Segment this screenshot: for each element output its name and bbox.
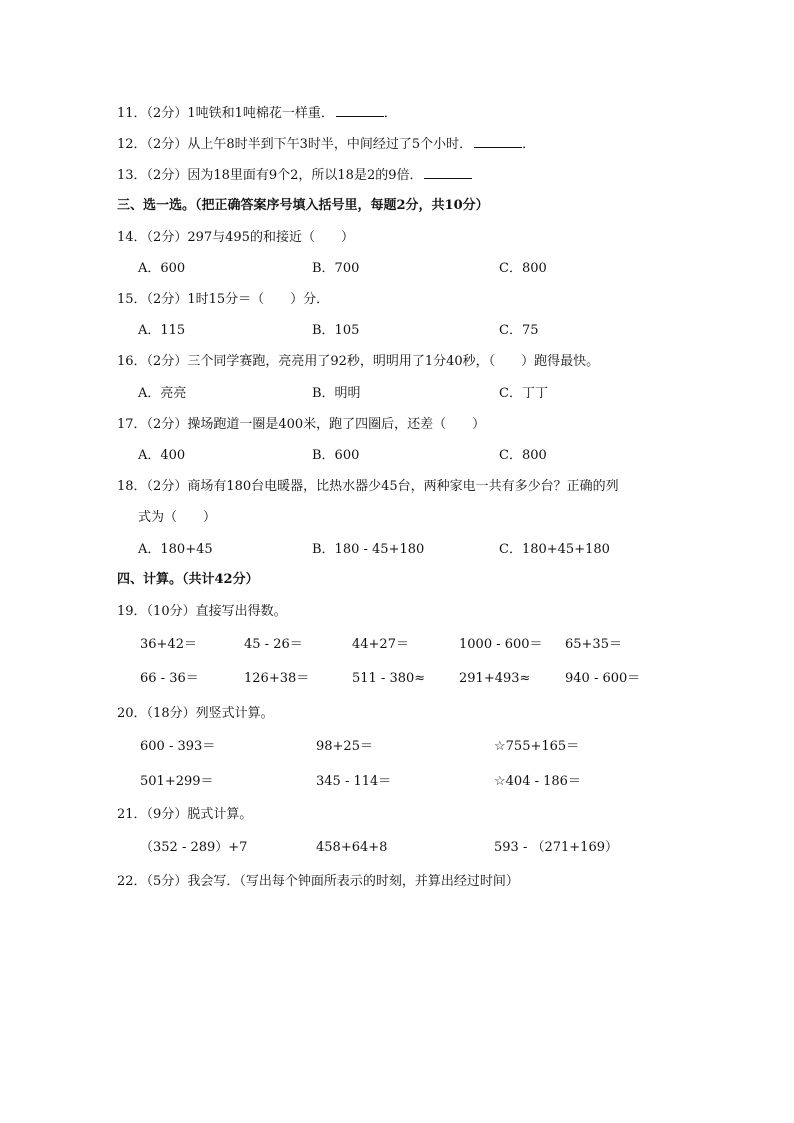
section-heading-calculation: 四、计算。（共计42分） bbox=[117, 572, 259, 587]
expression: ☆755+165＝ bbox=[494, 739, 580, 754]
question-text: 11．（2分）1吨铁和1吨棉花一样重． bbox=[117, 106, 334, 121]
expression: 98+25＝ bbox=[316, 739, 373, 754]
option-b[interactable]: B．105 bbox=[312, 323, 360, 338]
option-b[interactable]: B．明明 bbox=[312, 386, 361, 401]
option-a[interactable]: A．400 bbox=[138, 448, 186, 463]
expression: 501+299＝ bbox=[140, 774, 214, 789]
question-18: 18．（2分）商场有180台电暖器，比热水器少45台，两种家电一共有多少台？正确的列 bbox=[117, 479, 619, 494]
section-heading-choice: 三、选一选。（把正确答案序号填入括号里，每题2分，共10分） bbox=[117, 198, 489, 213]
expression: ☆404 - 186＝ bbox=[494, 774, 581, 789]
question-12 bbox=[117, 135, 535, 154]
option-c[interactable]: C．180+45+180 bbox=[499, 542, 610, 557]
question-16: 16．（2分）三个同学赛跑，亮亮用了92秒，明明用了1分40秒，（ ）跑得最快。 bbox=[117, 354, 600, 369]
question-20: 20．（18分）列竖式计算。 bbox=[117, 706, 274, 721]
expression: 940 - 600＝ bbox=[565, 671, 641, 686]
option-c[interactable]: C．75 bbox=[499, 323, 539, 338]
question-21: 21．（9分）脱式计算。 bbox=[117, 807, 253, 822]
question-tail: ． bbox=[383, 106, 397, 121]
question-13 bbox=[117, 166, 472, 185]
expression: 45 - 26＝ bbox=[244, 637, 303, 652]
expression: 36+42＝ bbox=[140, 637, 197, 652]
question-tail: ． bbox=[522, 137, 536, 152]
expression: 600 - 393＝ bbox=[140, 739, 216, 754]
expression: 345 - 114＝ bbox=[316, 774, 392, 789]
expression: 1000 - 600＝ bbox=[459, 637, 543, 652]
option-c[interactable]: C．800 bbox=[499, 261, 547, 276]
expression: （352 - 289）+7 bbox=[140, 840, 248, 855]
expression: 593 - （271+169） bbox=[494, 840, 618, 855]
question-text: 12．（2分）从上午8时半到下午3时半，中间经过了5个小时． bbox=[117, 137, 473, 152]
answer-blank[interactable] bbox=[424, 166, 472, 179]
question-text: 13．（2分）因为18里面有9个2，所以18是2的9倍． bbox=[117, 168, 423, 183]
expression: 65+35＝ bbox=[565, 637, 622, 652]
question-15: 15．（2分）1时15分＝（ ）分． bbox=[117, 292, 330, 307]
question-17: 17．（2分）操场跑道一圈是400米，跑了四圈后，还差（ ） bbox=[117, 417, 486, 432]
expression: 291+493≈ bbox=[459, 671, 531, 686]
expression: 511 - 380≈ bbox=[352, 671, 426, 686]
question-22: 22．（5分）我会写．（写出每个钟面所表示的时刻，并算出经过时间） bbox=[117, 874, 519, 889]
question-14: 14．（2分）297与495的和接近（ ） bbox=[117, 230, 354, 245]
option-a[interactable]: A．亮亮 bbox=[138, 386, 187, 401]
expression: 66 - 36＝ bbox=[140, 671, 199, 686]
option-a[interactable]: A．600 bbox=[138, 261, 186, 276]
option-c[interactable]: C．800 bbox=[499, 448, 547, 463]
question-11 bbox=[117, 104, 397, 123]
expression: 126+38＝ bbox=[244, 671, 310, 686]
option-c[interactable]: C．丁丁 bbox=[499, 386, 548, 401]
option-a[interactable]: A．115 bbox=[138, 323, 186, 338]
answer-blank[interactable] bbox=[474, 135, 522, 148]
expression: 44+27＝ bbox=[352, 637, 409, 652]
option-b[interactable]: B．700 bbox=[312, 261, 360, 276]
question-18-continued: 式为（ ） bbox=[138, 510, 217, 525]
answer-blank[interactable] bbox=[336, 104, 384, 117]
question-19: 19．（10分）直接写出得数。 bbox=[117, 604, 287, 619]
option-a[interactable]: A．180+45 bbox=[138, 542, 213, 557]
expression: 458+64+8 bbox=[316, 840, 388, 855]
option-b[interactable]: B．180 - 45+180 bbox=[312, 542, 425, 557]
option-b[interactable]: B．600 bbox=[312, 448, 360, 463]
